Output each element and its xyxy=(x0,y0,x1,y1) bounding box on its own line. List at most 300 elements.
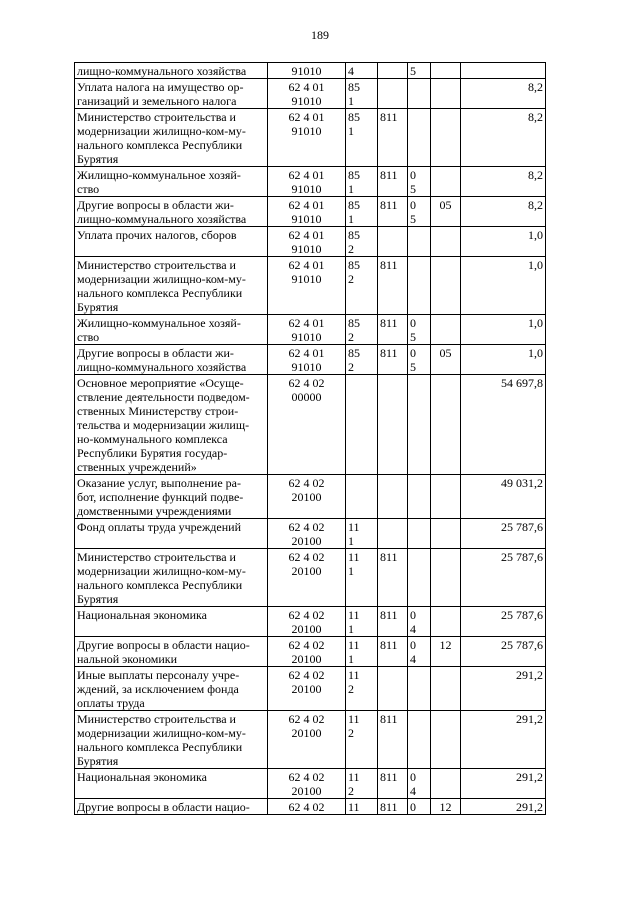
cell-section-line: 5 xyxy=(410,64,416,78)
cell-expense-type-line: 85 xyxy=(348,258,360,272)
cell-section-line: 0 xyxy=(410,346,416,360)
cell-name-line: Другие вопросы в области жи- xyxy=(77,346,234,360)
cell-expense-type-line: 1 xyxy=(348,124,354,138)
cell-subsection-line xyxy=(433,668,458,682)
cell-name-line: Бурятия xyxy=(77,592,119,606)
cell-administrator xyxy=(378,109,408,167)
cell-subsection xyxy=(431,769,461,799)
cell-name-line: но-коммунального комплекса xyxy=(77,432,228,446)
cell-target-code xyxy=(268,549,346,607)
cell-expense-type-line: 11 xyxy=(348,800,360,814)
cell-name xyxy=(75,375,268,475)
cell-name-line: ствление деятельности подведом- xyxy=(77,390,250,404)
cell-target-code-line: 91010 xyxy=(291,124,322,138)
cell-section-line: 4 xyxy=(410,652,416,666)
cell-administrator-line xyxy=(380,476,405,490)
cell-target-code xyxy=(268,769,346,799)
cell-expense-type xyxy=(346,607,378,637)
cell-name xyxy=(75,345,268,375)
cell-name-line: лищно-коммунального хозяйства xyxy=(77,360,247,374)
cell-target-code-line: 20100 xyxy=(291,564,322,578)
cell-subsection-line xyxy=(433,608,458,622)
cell-administrator-line: 811 xyxy=(380,770,398,784)
cell-administrator xyxy=(378,257,408,315)
cell-amount: 8,2 xyxy=(461,167,546,197)
cell-administrator xyxy=(378,549,408,607)
cell-name xyxy=(75,167,268,197)
cell-name-line: нального комплекса Республики xyxy=(77,138,243,152)
cell-target-code-line: 91010 xyxy=(291,242,322,256)
table-row xyxy=(75,79,546,109)
cell-expense-type xyxy=(346,637,378,667)
cell-target-code-line: 91010 xyxy=(291,360,322,374)
cell-name-line: Другие вопросы в области жи- xyxy=(77,198,234,212)
cell-name-line: Уплата прочих налогов, сборов xyxy=(77,228,237,242)
cell-subsection-line xyxy=(433,476,458,490)
cell-target-code-line: 20100 xyxy=(291,726,322,740)
cell-subsection xyxy=(431,167,461,197)
cell-target-code xyxy=(268,607,346,637)
cell-administrator-line xyxy=(380,80,405,94)
cell-expense-type xyxy=(346,227,378,257)
cell-expense-type xyxy=(346,109,378,167)
cell-administrator xyxy=(378,519,408,549)
cell-administrator xyxy=(378,167,408,197)
cell-expense-type-line: 4 xyxy=(348,64,354,78)
cell-administrator-line: 811 xyxy=(380,198,398,212)
cell-name-line: ственных учреждений» xyxy=(77,460,197,474)
cell-administrator-line: 811 xyxy=(380,712,398,726)
cell-expense-type-line: 2 xyxy=(348,726,354,740)
cell-target-code-line: 00000 xyxy=(291,390,322,404)
cell-expense-type xyxy=(346,345,378,375)
cell-expense-type-line: 11 xyxy=(348,550,360,564)
cell-target-code xyxy=(268,667,346,711)
cell-subsection-line xyxy=(433,376,458,390)
cell-expense-type-line: 2 xyxy=(348,360,354,374)
cell-administrator-line xyxy=(380,520,405,534)
cell-subsection-line xyxy=(433,712,458,726)
cell-administrator-line: 811 xyxy=(380,258,398,272)
cell-expense-type-line: 85 xyxy=(348,168,360,182)
cell-target-code-line: 62 4 02 xyxy=(288,550,325,564)
cell-subsection-line xyxy=(433,520,458,534)
cell-subsection-line: 12 xyxy=(439,638,452,652)
cell-expense-type-line: 85 xyxy=(348,346,360,360)
cell-subsection xyxy=(431,227,461,257)
cell-section-line: 0 xyxy=(410,800,416,814)
cell-subsection-line: 12 xyxy=(439,800,452,814)
cell-amount: 25 787,6 xyxy=(461,549,546,607)
cell-administrator-line: 811 xyxy=(380,550,398,564)
cell-name-line: нальной экономики xyxy=(77,652,177,666)
cell-section xyxy=(408,197,431,227)
cell-section xyxy=(408,667,431,711)
cell-amount: 25 787,6 xyxy=(461,519,546,549)
cell-administrator xyxy=(378,63,408,79)
cell-expense-type-line: 85 xyxy=(348,228,360,242)
cell-target-code xyxy=(268,475,346,519)
cell-name-line: модернизации жилищно-ком-му- xyxy=(77,124,246,138)
cell-target-code-line: 62 4 01 xyxy=(288,346,325,360)
cell-administrator xyxy=(378,345,408,375)
cell-target-code-line: 62 4 01 xyxy=(288,110,325,124)
cell-subsection xyxy=(431,345,461,375)
cell-target-code-line: 62 4 02 xyxy=(288,770,325,784)
cell-subsection xyxy=(431,197,461,227)
cell-name xyxy=(75,63,268,79)
cell-section-line xyxy=(410,712,428,726)
cell-subsection xyxy=(431,637,461,667)
cell-expense-type-line: 1 xyxy=(348,534,354,548)
cell-section xyxy=(408,257,431,315)
cell-administrator xyxy=(378,475,408,519)
cell-amount xyxy=(461,63,546,79)
cell-section-line xyxy=(410,376,428,390)
table-row xyxy=(75,167,546,197)
cell-amount: 8,2 xyxy=(461,109,546,167)
cell-subsection xyxy=(431,549,461,607)
cell-subsection xyxy=(431,607,461,637)
budget-table xyxy=(74,62,546,815)
cell-administrator-line: 811 xyxy=(380,800,398,814)
cell-target-code xyxy=(268,799,346,815)
cell-target-code xyxy=(268,227,346,257)
cell-administrator-line: 811 xyxy=(380,638,398,652)
cell-administrator xyxy=(378,315,408,345)
cell-target-code-line: 62 4 02 xyxy=(288,476,325,490)
cell-expense-type xyxy=(346,519,378,549)
cell-administrator xyxy=(378,375,408,475)
cell-name-line: Республики Бурятия государ- xyxy=(77,446,228,460)
cell-subsection-line xyxy=(433,64,458,78)
cell-name xyxy=(75,711,268,769)
cell-amount: 49 031,2 xyxy=(461,475,546,519)
cell-section-line: 0 xyxy=(410,316,416,330)
cell-section xyxy=(408,315,431,345)
cell-name-line: домственными учреждениями xyxy=(77,504,232,518)
cell-subsection-line: 05 xyxy=(439,346,452,360)
cell-amount: 291,2 xyxy=(461,769,546,799)
cell-target-code-line: 20100 xyxy=(291,682,322,696)
cell-expense-type-line: 11 xyxy=(348,608,360,622)
cell-target-code xyxy=(268,345,346,375)
cell-administrator-line xyxy=(380,668,405,682)
cell-subsection xyxy=(431,519,461,549)
cell-name-line: нального комплекса Республики xyxy=(77,578,243,592)
cell-expense-type xyxy=(346,167,378,197)
cell-administrator-line xyxy=(380,228,405,242)
cell-target-code-line: 20100 xyxy=(291,490,322,504)
cell-name xyxy=(75,799,268,815)
cell-expense-type-line: 1 xyxy=(348,182,354,196)
cell-target-code xyxy=(268,519,346,549)
cell-administrator-line xyxy=(380,376,405,390)
cell-expense-type-line: 1 xyxy=(348,564,354,578)
cell-name-line: ганизаций и земельного налога xyxy=(77,94,237,108)
cell-subsection-line xyxy=(433,110,458,124)
cell-administrator xyxy=(378,227,408,257)
cell-section xyxy=(408,375,431,475)
table-row xyxy=(75,475,546,519)
cell-name xyxy=(75,79,268,109)
cell-expense-type-line: 85 xyxy=(348,80,360,94)
cell-section xyxy=(408,519,431,549)
cell-expense-type xyxy=(346,63,378,79)
cell-expense-type-line: 1 xyxy=(348,652,354,666)
cell-name xyxy=(75,549,268,607)
table-row xyxy=(75,711,546,769)
cell-name-line: Бурятия xyxy=(77,300,119,314)
cell-name-line: ждений, за исключением фонда xyxy=(77,682,239,696)
cell-expense-type-line: 11 xyxy=(348,638,360,652)
cell-expense-type-line: 11 xyxy=(348,668,360,682)
cell-name-line: Министерство строительства и xyxy=(77,550,236,564)
cell-expense-type-line: 2 xyxy=(348,682,354,696)
cell-target-code-line: 91010 xyxy=(291,182,322,196)
cell-target-code xyxy=(268,167,346,197)
cell-section-line xyxy=(410,228,428,242)
cell-section xyxy=(408,109,431,167)
cell-administrator xyxy=(378,769,408,799)
cell-name-line: Иные выплаты персоналу учре- xyxy=(77,668,240,682)
cell-section xyxy=(408,549,431,607)
cell-name-line: Жилищно-коммунальное хозяй- xyxy=(77,316,241,330)
cell-amount: 8,2 xyxy=(461,197,546,227)
cell-subsection xyxy=(431,799,461,815)
cell-expense-type xyxy=(346,475,378,519)
cell-amount: 1,0 xyxy=(461,345,546,375)
cell-target-code xyxy=(268,79,346,109)
cell-expense-type xyxy=(346,197,378,227)
cell-expense-type xyxy=(346,549,378,607)
cell-section-line xyxy=(410,550,428,564)
cell-target-code xyxy=(268,109,346,167)
cell-name-line: ство xyxy=(77,330,100,344)
cell-name-line: Основное мероприятие «Осуще- xyxy=(77,376,244,390)
cell-section-line: 0 xyxy=(410,198,416,212)
cell-target-code-line: 62 4 02 xyxy=(288,800,325,814)
cell-subsection-line: 05 xyxy=(439,198,452,212)
cell-target-code-line: 20100 xyxy=(291,534,322,548)
cell-name-line: Другие вопросы в области нацио- xyxy=(77,800,250,814)
cell-name-line: Министерство строительства и xyxy=(77,110,236,124)
cell-target-code-line: 62 4 02 xyxy=(288,668,325,682)
cell-section-line: 0 xyxy=(410,168,416,182)
cell-target-code-line: 20100 xyxy=(291,784,322,798)
cell-section xyxy=(408,475,431,519)
cell-amount: 291,2 xyxy=(461,711,546,769)
cell-expense-type-line: 2 xyxy=(348,242,354,256)
cell-expense-type-line xyxy=(348,476,375,490)
cell-amount: 1,0 xyxy=(461,227,546,257)
cell-expense-type xyxy=(346,375,378,475)
cell-subsection xyxy=(431,315,461,345)
cell-administrator xyxy=(378,607,408,637)
cell-section-line: 5 xyxy=(410,212,416,226)
cell-section xyxy=(408,769,431,799)
cell-section-line xyxy=(410,476,428,490)
cell-subsection xyxy=(431,257,461,315)
cell-amount: 291,2 xyxy=(461,799,546,815)
cell-subsection-line xyxy=(433,258,458,272)
cell-target-code-line: 91010 xyxy=(291,212,322,226)
cell-target-code-line: 62 4 02 xyxy=(288,520,325,534)
cell-target-code xyxy=(268,257,346,315)
cell-name-line: лищно-коммунального хозяйства xyxy=(77,212,247,226)
cell-name-line: Национальная экономика xyxy=(77,770,207,784)
cell-name-line: Другие вопросы в области нацио- xyxy=(77,638,250,652)
cell-target-code xyxy=(268,315,346,345)
cell-target-code-line: 62 4 02 xyxy=(288,608,325,622)
cell-target-code xyxy=(268,375,346,475)
cell-name-line: модернизации жилищно-ком-му- xyxy=(77,564,246,578)
table-row xyxy=(75,63,546,79)
cell-amount: 25 787,6 xyxy=(461,607,546,637)
cell-expense-type-line: 85 xyxy=(348,198,360,212)
cell-section-line xyxy=(410,520,428,534)
table-row xyxy=(75,227,546,257)
cell-expense-type-line: 11 xyxy=(348,770,360,784)
cell-section-line: 0 xyxy=(410,608,416,622)
cell-target-code-line: 62 4 02 xyxy=(288,376,325,390)
table-row xyxy=(75,769,546,799)
table-row xyxy=(75,109,546,167)
cell-administrator xyxy=(378,637,408,667)
cell-name-line: ство xyxy=(77,182,100,196)
cell-expense-type-line: 1 xyxy=(348,212,354,226)
cell-amount: 8,2 xyxy=(461,79,546,109)
cell-target-code-line: 62 4 01 xyxy=(288,228,325,242)
cell-name xyxy=(75,519,268,549)
cell-target-code xyxy=(268,197,346,227)
cell-name xyxy=(75,315,268,345)
cell-section xyxy=(408,637,431,667)
cell-target-code-line: 62 4 01 xyxy=(288,198,325,212)
cell-target-code xyxy=(268,637,346,667)
cell-amount: 54 697,8 xyxy=(461,375,546,475)
cell-section xyxy=(408,167,431,197)
cell-name-line: бот, исполнение функций подве- xyxy=(77,490,244,504)
cell-subsection xyxy=(431,79,461,109)
cell-section-line xyxy=(410,668,428,682)
cell-target-code-line: 20100 xyxy=(291,652,322,666)
table-row xyxy=(75,375,546,475)
cell-subsection xyxy=(431,109,461,167)
cell-target-code-line: 91010 xyxy=(291,64,322,78)
cell-administrator-line: 811 xyxy=(380,608,398,622)
cell-name xyxy=(75,475,268,519)
cell-expense-type-line: 1 xyxy=(348,94,354,108)
cell-amount: 25 787,6 xyxy=(461,637,546,667)
cell-name-line: Бурятия xyxy=(77,754,119,768)
cell-name-line: Бурятия xyxy=(77,152,119,166)
cell-name xyxy=(75,109,268,167)
cell-expense-type-line: 11 xyxy=(348,520,360,534)
cell-administrator-line xyxy=(380,64,405,78)
cell-subsection-line xyxy=(433,770,458,784)
cell-section-line: 0 xyxy=(410,770,416,784)
table-row xyxy=(75,257,546,315)
cell-section-line xyxy=(410,258,428,272)
cell-target-code-line: 91010 xyxy=(291,272,322,286)
cell-section-line: 4 xyxy=(410,784,416,798)
cell-name-line: Министерство строительства и xyxy=(77,712,236,726)
page-number: 189 xyxy=(311,28,329,42)
cell-name xyxy=(75,197,268,227)
cell-name-line: Национальная экономика xyxy=(77,608,207,622)
table-row xyxy=(75,519,546,549)
cell-name-line: модернизации жилищно-ком-му- xyxy=(77,726,246,740)
cell-expense-type-line: 85 xyxy=(348,110,360,124)
cell-subsection xyxy=(431,63,461,79)
cell-target-code xyxy=(268,63,346,79)
cell-expense-type-line: 1 xyxy=(348,622,354,636)
table-row xyxy=(75,549,546,607)
cell-target-code-line: 62 4 02 xyxy=(288,712,325,726)
cell-name-line: Жилищно-коммунальное хозяй- xyxy=(77,168,241,182)
cell-name xyxy=(75,607,268,637)
cell-expense-type-line xyxy=(348,376,375,390)
cell-section xyxy=(408,711,431,769)
cell-subsection-line xyxy=(433,550,458,564)
cell-subsection-line xyxy=(433,80,458,94)
cell-target-code-line: 91010 xyxy=(291,330,322,344)
cell-administrator-line: 811 xyxy=(380,316,398,330)
cell-name-line: Министерство строительства и xyxy=(77,258,236,272)
cell-section xyxy=(408,79,431,109)
cell-target-code-line: 62 4 01 xyxy=(288,80,325,94)
table-row xyxy=(75,197,546,227)
cell-name-line: нального комплекса Республики xyxy=(77,740,243,754)
cell-amount: 1,0 xyxy=(461,315,546,345)
cell-section xyxy=(408,607,431,637)
table-row xyxy=(75,637,546,667)
cell-section-line: 5 xyxy=(410,182,416,196)
cell-expense-type xyxy=(346,315,378,345)
cell-subsection-line xyxy=(433,228,458,242)
cell-subsection-line xyxy=(433,316,458,330)
cell-administrator-line: 811 xyxy=(380,110,398,124)
cell-target-code-line: 20100 xyxy=(291,622,322,636)
cell-expense-type xyxy=(346,667,378,711)
cell-name-line: лищно-коммунального хозяйства xyxy=(77,64,247,78)
table-row xyxy=(75,799,546,815)
cell-name xyxy=(75,257,268,315)
cell-section-line: 5 xyxy=(410,360,416,374)
cell-expense-type-line: 2 xyxy=(348,784,354,798)
cell-expense-type xyxy=(346,79,378,109)
cell-section xyxy=(408,227,431,257)
cell-name-line: модернизации жилищно-ком-му- xyxy=(77,272,246,286)
table-row xyxy=(75,607,546,637)
cell-administrator xyxy=(378,667,408,711)
cell-subsection xyxy=(431,475,461,519)
cell-name-line: Фонд оплаты труда учреждений xyxy=(77,520,241,534)
cell-target-code-line: 62 4 01 xyxy=(288,316,325,330)
table-row xyxy=(75,315,546,345)
cell-target-code-line: 62 4 01 xyxy=(288,168,325,182)
cell-expense-type xyxy=(346,257,378,315)
cell-subsection xyxy=(431,711,461,769)
cell-name-line: Оказание услуг, выполнение ра- xyxy=(77,476,241,490)
cell-amount: 291,2 xyxy=(461,667,546,711)
cell-subsection-line xyxy=(433,168,458,182)
cell-administrator xyxy=(378,799,408,815)
cell-name xyxy=(75,227,268,257)
cell-expense-type-line: 85 xyxy=(348,316,360,330)
cell-administrator-line: 811 xyxy=(380,168,398,182)
